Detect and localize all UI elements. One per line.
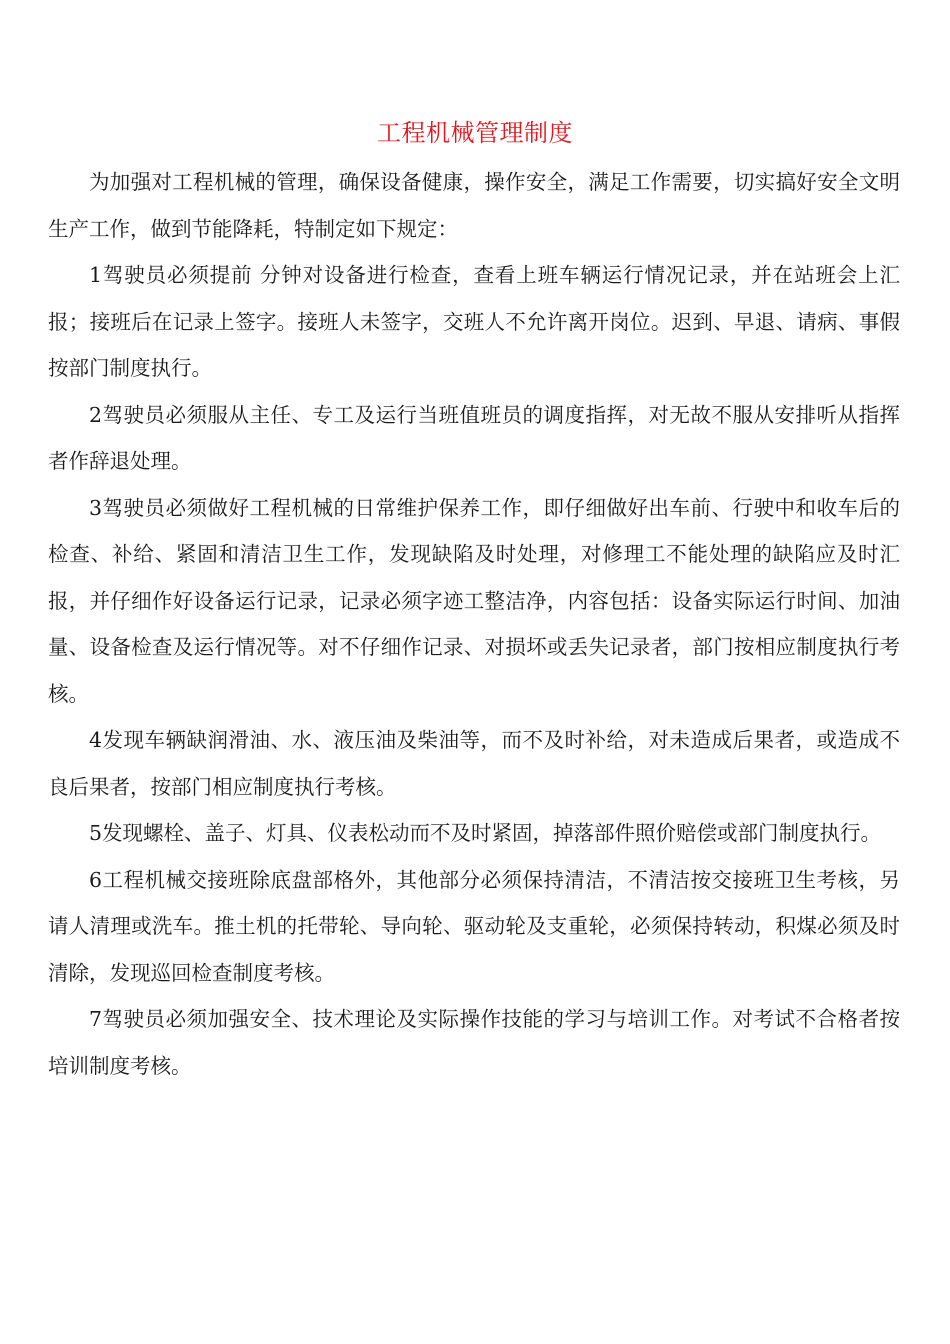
document-body <box>48 159 900 1089</box>
intro-paragraph: 为加强对工程机械的管理，确保设备健康，操作安全，满足工作需要，切实搞好安全文明生产工作，做到节能降耗，特制定如下规定： <box>48 170 900 241</box>
rule-paragraph-4: 4发现车辆缺润滑油、水、液压油及柴油等，而不及时补给，对未造成后果者，或造成不良后果者，按部门相应制度执行考核。 <box>48 728 900 799</box>
rule-paragraph-7: 7驾驶员必须加强安全、技术理论及实际操作技能的学习与培训工作。对考试不合格者按培训制度考核。 <box>48 1007 900 1078</box>
document-title: 工程机械管理制度 <box>377 119 573 147</box>
rule-paragraph-3: 3驾驶员必须做好工程机械的日常维护保养工作，即仔细做好出车前、行驶中和收车后的检查、补给、紧固和清洁卫生工作，发现缺陷及时处理，对修理工不能处理的缺陷应及时汇报，并仔细作好设备运行记录，记录必须字迹工整洁净，内容包括：设备实际运行时间、加油量、设备检查及运行情况等。对不仔细作记录、对损坏或丢失记录者，部门按相应制度执行考核。 <box>48 495 900 706</box>
rule-paragraph-2: 2驾驶员必须服从主任、专工及运行当班值班员的调度指挥，对无故不服从安排听从指挥者作辞退处理。 <box>48 402 900 473</box>
rule-paragraph-6: 6工程机械交接班除底盘部格外，其他部分必须保持清洁，不清洁按交接班卫生考核，另请人清理或洗车。推土机的托带轮、导向轮、驱动轮及支重轮，必须保持转动，积煤必须及时清除，发现巡回检查制度考核。 <box>48 867 900 985</box>
rule-paragraph-1: 1驾驶员必须提前 分钟对设备进行检查，查看上班车辆运行情况记录，并在站班会上汇报；接班后在记录上签字。接班人未签字，交班人不允许离开岗位。迟到、早退、请病、事假按部门制度执行。 <box>48 263 900 380</box>
rule-paragraph-5: 5发现螺栓、盖子、灯具、仪表松动而不及时紧固，掉落部件照价赔偿或部门制度执行。 <box>89 821 882 845</box>
